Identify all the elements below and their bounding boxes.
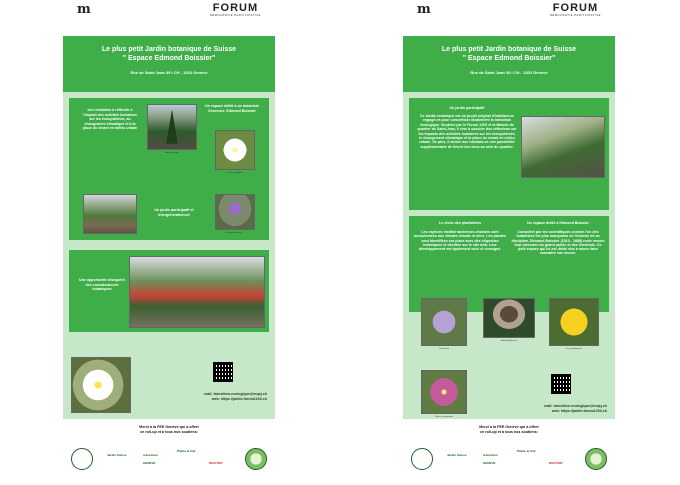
qr-code-left[interactable] <box>213 362 233 382</box>
logo-bar <box>63 3 275 21</box>
maison-quartier-logo: m MAISON DU QUARTIER DE SAINT-JEAN <box>417 2 457 17</box>
rollup-poster-right <box>403 0 615 485</box>
participatif-body: Ce Jardin botanique est un projet original d'habitant-es engagé-es pour concrétiser localement la transition écologique. Soutenu par le Forum 1203 et la Maison de quartier de Saint-Jean, il vise à susciter des réflexions sur les impacts des activités humaines sur les écosystèmes, le changement climatique et la place du vivant en milieu urbain. De plus, il donne aux habitant-es une possibilité supplémentaire de fleurir des lieux au sein du quartier. <box>417 114 517 149</box>
section-participatif-right <box>409 98 609 210</box>
maison-text: MAISON DU QUARTIER DE SAINT-JEAN <box>93 3 117 15</box>
boissier-title: Un espace dédié à Edmond Boissier <box>527 221 589 225</box>
sponsor-logos: Jardin Suisse arboretum Plante & Cité GENEVE RICOTER <box>407 446 611 474</box>
poster-header <box>403 36 615 92</box>
poster-title: Le plus petit Jardin botanique de Suisse " Espace Edmond Boissier" <box>101 46 237 62</box>
garden-photo <box>83 194 137 234</box>
mail-link-left[interactable]: mail: transition.ecologique@mqsj.ch <box>204 392 267 396</box>
garden-bed-photo <box>129 256 265 328</box>
poster-body <box>63 92 275 419</box>
bust-caption: Edmond Boissier <box>500 340 518 342</box>
plantations-body: Les espèces méditerranéennes choisies sont accoutumées aux climats chauds et secs. Les plantes sont identifiées sur place avec des étiquettes botaniques et décrites sur le site web. Leur développement est également suivi et consigné. <box>413 230 507 252</box>
rollup-poster-left <box>63 0 275 485</box>
logo-bar <box>403 3 615 21</box>
sponsor-jardin-suisse: Jardin Suisse <box>107 453 127 457</box>
thanks-text: Merci à la FEE Genève qui a offert ce roll-up et à tous nos soutiens: <box>139 425 199 434</box>
thistle-photo <box>215 194 255 230</box>
plantations-title: Le choix des plantations <box>439 221 481 225</box>
web-link-right[interactable]: web: https://jardin.forum1203.ch <box>551 409 607 413</box>
section-opportunite <box>69 250 269 332</box>
badge-logo <box>245 448 267 470</box>
section-participatif <box>69 190 269 240</box>
mail-link-right[interactable]: mail: transition.ecologique@mqsj.ch <box>544 404 607 408</box>
lilac-photo <box>421 298 467 346</box>
seal-logo <box>411 448 433 470</box>
opportunite-text: Une opportunité d'acquérir des connaissances botaniques <box>79 278 125 292</box>
participatif-text: Un jardin participatif et intergénérationnel <box>154 208 194 217</box>
forum-logo: FORUM DÉMOCRATIE PARTICIPATIVE <box>209 2 261 17</box>
forum-logo: FORUM DÉMOCRATIE PARTICIPATIVE <box>549 2 601 17</box>
thanks-text: Merci à la FEE Genève qui a offert ce roll-up et à tous nos soutiens: <box>479 425 539 434</box>
contact-left <box>147 392 267 402</box>
poster-address: Rue de Saint Jean 39 I CH - 1203 Genève <box>470 70 548 75</box>
boissier-body: Considéré par les scientifiques comme l'un des botanistes les plus marquants de l'histoire de sa discipline, Edmond Boissier (1810 - 1885) reste encore trop méconnu du grand public et des Genevois. Ce petit espace qui lui est dédié vise à mieux faire connaître son œuvre. <box>511 230 605 256</box>
sponsor-arboretum: arboretum <box>143 453 158 457</box>
poster-header <box>63 36 275 92</box>
participatif-title: Un jardin participatif <box>449 106 485 110</box>
sponsor-geneve: GENEVE <box>143 461 156 465</box>
maison-mark: m <box>77 2 91 17</box>
sponsor-ricoter: RICOTER <box>209 461 223 465</box>
white-flower-photo <box>215 130 255 170</box>
maison-quartier-logo <box>77 3 117 16</box>
espace-dedie-text: Un espace dédié à un botaniste Genevois: Edmond Boissier <box>205 104 259 113</box>
poster-address: Rue de Saint Jean 39 I CH - 1203 Genève <box>130 70 208 75</box>
poster-body <box>403 92 615 419</box>
web-link-left[interactable]: web: https://jardin.forum1203.ch <box>211 397 267 401</box>
gardeners-photo <box>521 116 605 178</box>
pink-caption: Cistus x purpureus <box>434 416 454 418</box>
badge-logo <box>585 448 607 470</box>
flower-caption: Cistus x aguilarii <box>227 172 243 174</box>
seal-logo <box>71 448 93 470</box>
thistle-caption: Iris spuria subsp. ... <box>225 232 245 234</box>
contact-right <box>487 404 607 414</box>
tree-caption: Abies pinsapo <box>165 152 179 154</box>
bust-photo <box>483 298 535 338</box>
qr-code-right[interactable] <box>551 374 571 394</box>
yellow-caption: Iris pseudacorus <box>565 348 583 350</box>
lilac-caption: Lavandula <box>438 348 450 350</box>
poster-title: Le plus petit Jardin botanique de Suisse " Espace Edmond Boissier" <box>441 46 577 62</box>
tree-photo <box>147 104 197 150</box>
invitation-text: Une invitation à réfléchir à l'impact des activités humaines sur les écosystèmes, au changement climatique et à la place du vivant en milieu urbain <box>82 108 138 131</box>
section-intro <box>69 98 269 190</box>
sponsor-plante-cite: Plante & Cité <box>177 449 196 453</box>
flower-bottom-photo <box>71 357 131 413</box>
yellow-flower-photo <box>549 298 599 346</box>
pink-flower-photo <box>421 370 467 414</box>
sponsor-logos <box>67 446 271 474</box>
